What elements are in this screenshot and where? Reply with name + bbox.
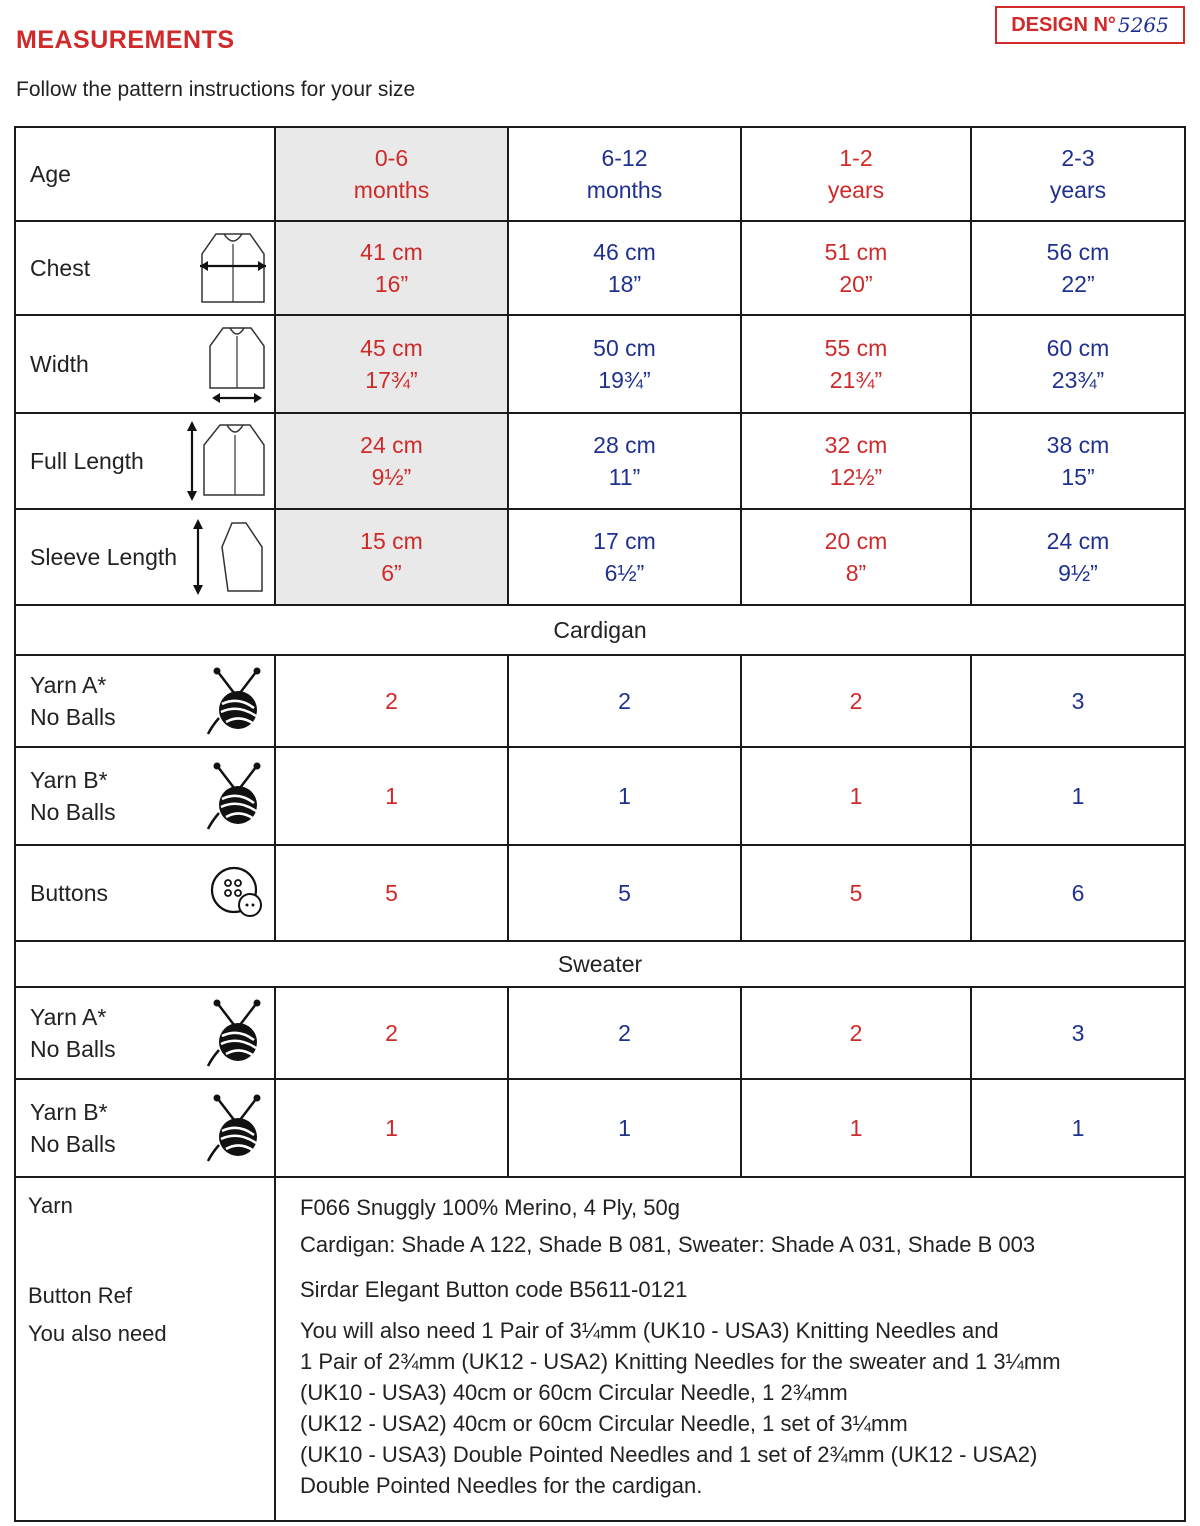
yarn-ball-icon	[204, 998, 268, 1068]
cardigan-yarn-b-row	[15, 747, 1185, 845]
yarn-ball-icon	[204, 761, 268, 831]
balls-label: No Balls	[30, 704, 116, 730]
also-need-line: You will also need 1 Pair of 3¼mm (UK10 - USA3) Knitting Needles and	[300, 1318, 999, 1343]
sweater-yarn-b-value-1: 1	[508, 1079, 741, 1177]
yarn-shades-line: Cardigan: Shade A 122, Shade B 081, Sweater: Shade A 031, Shade B 003	[300, 1232, 1036, 1257]
chest-label-cell	[15, 221, 275, 315]
sweater-yarn-a-value-3: 3	[971, 987, 1185, 1079]
yarn-label	[30, 669, 116, 733]
value-in: 16”	[374, 271, 409, 297]
sleeve-length-icon	[192, 517, 268, 597]
sweater-yarn-b-value-0: 1	[275, 1079, 508, 1177]
chest-value-3	[971, 221, 1185, 315]
size-unit: months	[586, 177, 663, 203]
cardigan-buttons-value-3: 6	[971, 845, 1185, 941]
value-in: 15”	[1061, 464, 1095, 490]
yarn-ball-icon	[204, 666, 268, 736]
cardigan-buttons-value-1: 5	[508, 845, 741, 941]
size-age: 2-3	[1061, 145, 1095, 171]
full-length-row	[15, 413, 1185, 509]
button-ref-label: Button Ref	[28, 1283, 132, 1308]
size-header-3	[971, 127, 1185, 221]
full-length-value-0	[275, 413, 508, 509]
cardigan-buttons-row	[15, 845, 1185, 941]
value-in: 6”	[381, 560, 402, 586]
button-icon	[206, 862, 268, 924]
cardigan-yarn-a-row	[15, 655, 1185, 747]
page-subtitle: Follow the pattern instructions for your size	[16, 78, 416, 101]
sleeve-length-value-2	[741, 509, 971, 605]
buttons-label: Buttons	[30, 880, 108, 906]
design-number: 5265	[1117, 13, 1169, 37]
width-label: Width	[30, 351, 89, 377]
also-need-line: (UK10 - USA3) Double Pointed Needles and 1 set of 2¾mm (UK12 - USA2)	[300, 1442, 1038, 1467]
cardigan-yarn-a-value-3: 3	[971, 655, 1185, 747]
sweater-section-title: Sweater	[15, 941, 1185, 987]
size-age: 6-12	[601, 145, 648, 171]
chest-label: Chest	[30, 255, 91, 281]
info-details-cell	[275, 1177, 1185, 1521]
yarn-label	[30, 1001, 116, 1065]
value-cm: 51 cm	[824, 239, 888, 265]
cardigan-yarn-b-label-cell	[15, 747, 275, 845]
age-label-cell	[15, 127, 275, 221]
width-row	[15, 315, 1185, 413]
yarn-name: Yarn B*	[30, 767, 108, 793]
also-need-label: You also need	[28, 1321, 167, 1346]
value-cm: 20 cm	[824, 528, 888, 554]
value-cm: 32 cm	[824, 432, 888, 458]
value-cm: 41 cm	[360, 239, 423, 265]
cardigan-yarn-a-label-cell	[15, 655, 275, 747]
cardigan-section-row	[15, 605, 1185, 655]
cardigan-buttons-label-cell	[15, 845, 275, 941]
value-in: 20”	[839, 271, 873, 297]
measurements-table	[14, 126, 1186, 1522]
cardigan-section-title: Cardigan	[15, 605, 1185, 655]
chest-value-0	[275, 221, 508, 315]
value-cm: 17 cm	[593, 528, 656, 554]
also-need-line: (UK12 - USA2) 40cm or 60cm Circular Needle, 1 set of 3¼mm	[300, 1411, 908, 1436]
cardigan-length-icon	[184, 419, 268, 503]
page-title: MEASUREMENTS	[16, 26, 235, 54]
sweater-yarn-b-value-2: 1	[741, 1079, 971, 1177]
cardigan-buttons-value-2: 5	[741, 845, 971, 941]
value-cm: 55 cm	[824, 335, 888, 361]
cardigan-yarn-a-value-0: 2	[275, 655, 508, 747]
yarn-name: Yarn A*	[30, 1004, 107, 1030]
value-in: 23¾”	[1051, 367, 1105, 393]
balls-label: No Balls	[30, 799, 116, 825]
value-in: 8”	[845, 560, 867, 586]
cardigan-width-icon	[206, 322, 268, 406]
sleeve-length-value-1	[508, 509, 741, 605]
sleeve-length-label: Sleeve Length	[30, 544, 178, 570]
full-length-label: Full Length	[30, 448, 144, 474]
size-header-1	[508, 127, 741, 221]
sweater-yarn-b-row	[15, 1079, 1185, 1177]
yarn-name: Yarn B*	[30, 1099, 108, 1125]
size-unit: months	[353, 177, 430, 203]
yarn-info-line: F066 Snuggly 100% Merino, 4 Ply, 50g	[300, 1195, 680, 1220]
yarn-ball-icon	[204, 1093, 268, 1163]
sweater-yarn-b-value-3: 1	[971, 1079, 1185, 1177]
sweater-yarn-b-label-cell	[15, 1079, 275, 1177]
value-cm: 50 cm	[593, 335, 656, 361]
info-labels-cell	[15, 1177, 275, 1521]
cardigan-yarn-a-value-2: 2	[741, 655, 971, 747]
sweater-yarn-a-value-1: 2	[508, 987, 741, 1079]
cardigan-yarn-b-value-3: 1	[971, 747, 1185, 845]
cardigan-yarn-b-value-1: 1	[508, 747, 741, 845]
value-cm: 15 cm	[360, 528, 423, 554]
width-value-3	[971, 315, 1185, 413]
value-cm: 46 cm	[593, 239, 656, 265]
value-in: 9½”	[371, 464, 412, 490]
full-length-value-1	[508, 413, 741, 509]
chest-row	[15, 221, 1185, 315]
design-number-badge	[995, 6, 1185, 44]
sleeve-length-label-cell	[15, 509, 275, 605]
also-need-line: Double Pointed Needles for the cardigan.	[300, 1473, 703, 1498]
value-in: 18”	[607, 271, 642, 297]
balls-label: No Balls	[30, 1131, 116, 1157]
info-row	[15, 1177, 1185, 1521]
value-cm: 28 cm	[593, 432, 656, 458]
full-length-value-3	[971, 413, 1185, 509]
sleeve-length-value-0	[275, 509, 508, 605]
chest-value-1	[508, 221, 741, 315]
design-label: DESIGN N°	[1011, 13, 1116, 36]
also-need-line: 1 Pair of 2¾mm (UK12 - USA2) Knitting Needles for the sweater and 1 3¼mm	[300, 1349, 1061, 1374]
size-unit: years	[827, 177, 885, 203]
button-code-line: Sirdar Elegant Button code B5611-0121	[300, 1277, 688, 1302]
value-in: 17¾”	[365, 367, 418, 393]
age-label: Age	[30, 161, 71, 187]
sweater-yarn-a-value-0: 2	[275, 987, 508, 1079]
sweater-yarn-a-value-2: 2	[741, 987, 971, 1079]
value-in: 11”	[608, 464, 641, 490]
sweater-yarn-a-label-cell	[15, 987, 275, 1079]
size-header-0	[275, 127, 508, 221]
full-length-label-cell	[15, 413, 275, 509]
size-unit: years	[1049, 177, 1107, 203]
value-in: 6½”	[604, 560, 645, 586]
full-length-value-2	[741, 413, 971, 509]
value-cm: 60 cm	[1046, 335, 1110, 361]
also-need-line: (UK10 - USA3) 40cm or 60cm Circular Needle, 1 2¾mm	[300, 1380, 848, 1405]
width-value-1	[508, 315, 741, 413]
value-cm: 24 cm	[1046, 528, 1110, 554]
width-value-0	[275, 315, 508, 413]
sweater-yarn-a-row	[15, 987, 1185, 1079]
value-in: 21¾”	[829, 367, 883, 393]
cardigan-yarn-b-value-2: 1	[741, 747, 971, 845]
sleeve-length-row	[15, 509, 1185, 605]
value-cm: 45 cm	[360, 335, 423, 361]
value-cm: 24 cm	[360, 432, 423, 458]
cardigan-buttons-value-0: 5	[275, 845, 508, 941]
cardigan-yarn-b-value-0: 1	[275, 747, 508, 845]
width-value-2	[741, 315, 971, 413]
value-cm: 38 cm	[1046, 432, 1110, 458]
value-in: 9½”	[1058, 560, 1098, 586]
yarn-info-label: Yarn	[28, 1193, 73, 1218]
size-age: 1-2	[839, 145, 873, 171]
sweater-section-row	[15, 941, 1185, 987]
yarn-label	[30, 764, 116, 828]
sleeve-length-value-3	[971, 509, 1185, 605]
balls-label: No Balls	[30, 1036, 116, 1062]
size-age: 0-6	[374, 145, 409, 171]
cardigan-chest-icon	[198, 226, 268, 310]
yarn-name: Yarn A*	[30, 672, 107, 698]
width-label-cell	[15, 315, 275, 413]
cardigan-yarn-a-value-1: 2	[508, 655, 741, 747]
chest-value-2	[741, 221, 971, 315]
value-in: 19¾”	[598, 367, 651, 393]
yarn-label	[30, 1096, 116, 1160]
size-header-2	[741, 127, 971, 221]
value-in: 12½”	[829, 464, 883, 490]
age-row	[15, 127, 1185, 221]
value-cm: 56 cm	[1046, 239, 1110, 265]
value-in: 22”	[1061, 271, 1095, 297]
